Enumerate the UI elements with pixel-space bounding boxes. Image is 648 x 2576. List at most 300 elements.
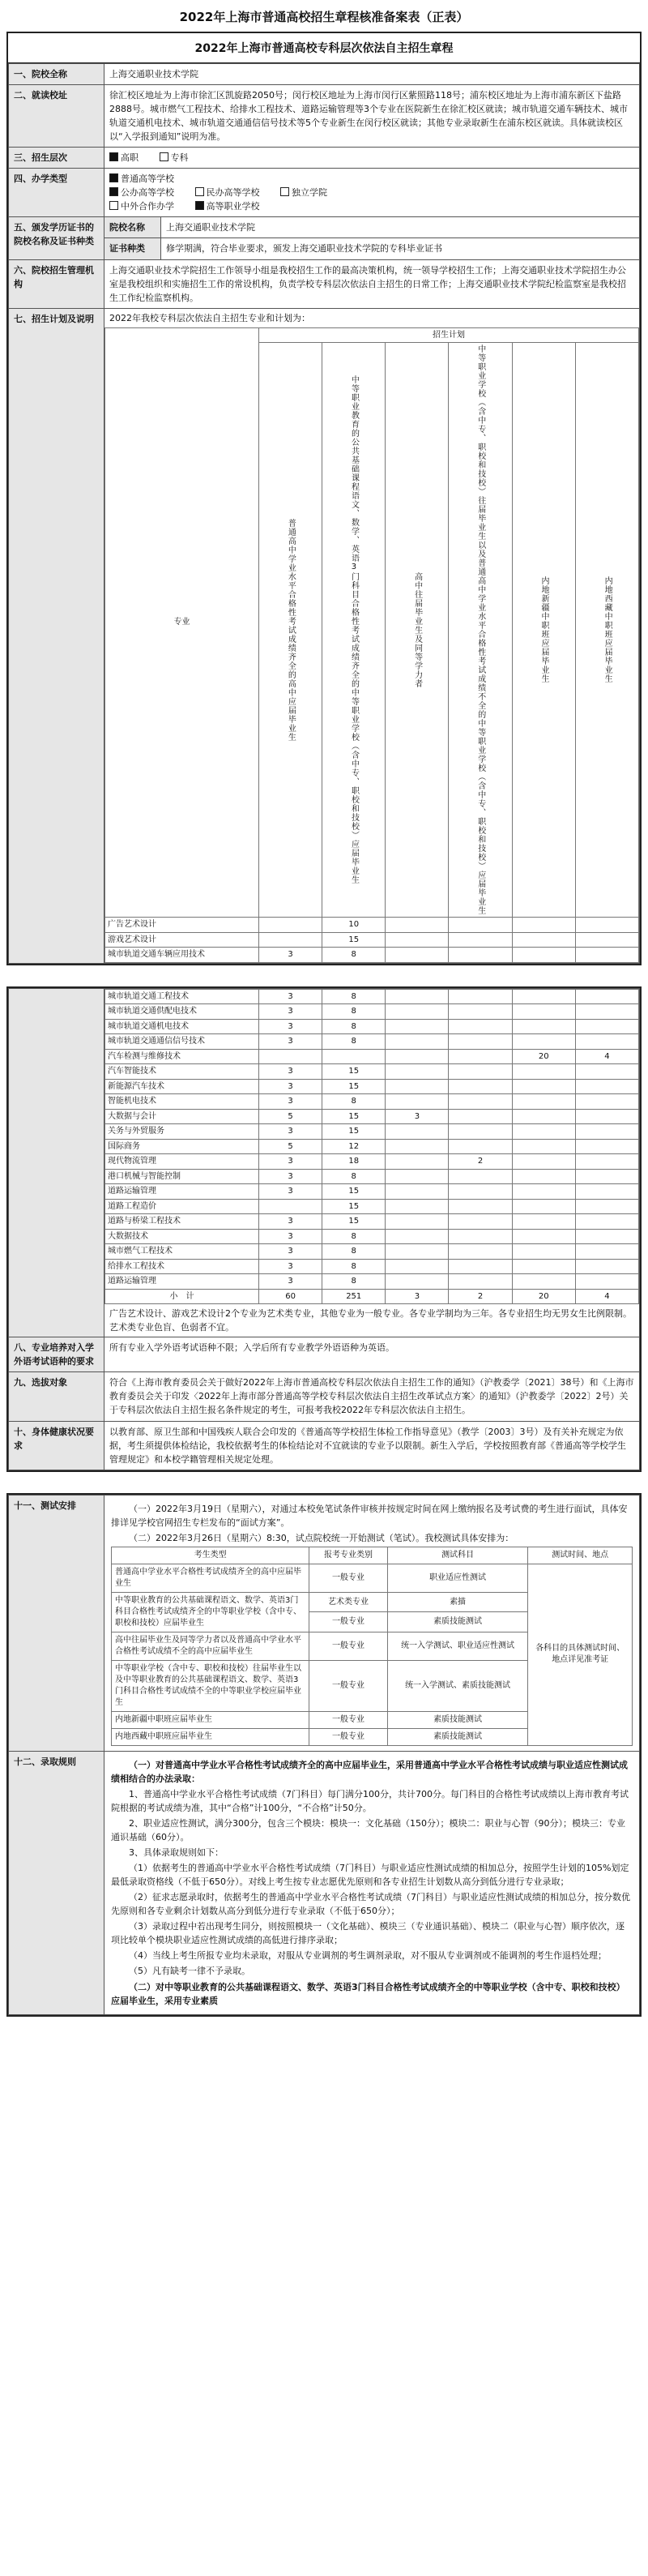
plan-count-c2: 8 [322, 1244, 386, 1260]
plan-count-c3 [386, 1094, 449, 1110]
plan-count-c2: 8 [322, 1259, 386, 1274]
plan-major-name: 国际商务 [105, 1139, 259, 1154]
plan-major-name: 道路运输管理 [105, 1184, 259, 1200]
plan-count-c6 [575, 1124, 638, 1140]
plan-major-name: 城市轨道交通工程技术 [105, 989, 259, 1004]
plan-count-c3: 3 [386, 1109, 449, 1124]
plan-major-name: 智能机电技术 [105, 1094, 259, 1110]
label-cert-kind: 证书种类 [104, 238, 161, 259]
plan-count-c5 [512, 1154, 575, 1170]
admit-para: （2）征求志愿录取时，依据考生的普通高中学业水平合格性考试成绩（7门科目）与职业适应性测试成绩的相加总分，按分数优先原则和各专业剩余计划数从高分到低分进行专业录取（不低于650分）； [111, 1892, 630, 1917]
test-row-type: 内地新疆中职班应届毕业生 [112, 1711, 309, 1728]
admit-para: 1、普通高中学业水平合格性考试成绩（7门科目）每门满分100分，共计700分。每门科目的合格性考试成绩以上海市教育考试院根据的考试成绩为准，其中“合格”计100分，“不合格”计50分。 [111, 1788, 629, 1813]
test-head-cat: 报考专业类别 [309, 1547, 387, 1564]
plan-count-c5 [512, 989, 575, 1004]
admit-para: （4）当线上考生所报专业均未录取，对服从专业调剂的考生调剂录取，对不服从专业调剂或不能调剂的考生作退档处理； [129, 1950, 607, 1962]
label-plan-cont [9, 988, 104, 1337]
plan-total-c2: 251 [322, 1289, 386, 1304]
plan-head-c3: 高中往届毕业生及同等学力者 [386, 343, 449, 918]
plan-count-c3 [386, 1124, 449, 1140]
plan-count-c4 [449, 1169, 512, 1184]
admit-para: （一）对普通高中学业水平合格性考试成绩齐全的高中应届毕业生，采用普通高中学业水平合格性考试成绩与职业适应性测试成绩相结合的办法录取： [111, 1759, 628, 1784]
plan-count-c5 [512, 1199, 575, 1214]
plan-row [105, 1079, 639, 1094]
plan-count-c3 [386, 1154, 449, 1170]
plan-count-c4 [449, 1019, 512, 1034]
plan-count-c5 [512, 1274, 575, 1290]
plan-table [104, 327, 639, 963]
test-row-content: 素质技能测试 [387, 1612, 528, 1632]
plan-count-c3 [386, 1004, 449, 1020]
plan-count-c5 [512, 1184, 575, 1200]
test-row-cat: 一般专业 [309, 1632, 387, 1660]
plan-count-c6 [575, 1259, 638, 1274]
value-org: 上海交通职业技术学院招生工作领导小组是我校招生工作的最高决策机构，统一领导学校招生工作；上海交通职业技术学院招生办公室是我校组织和实施招生工作的常设机构，负责学校专科层次依法自主招生的日常工作；上海交通职业技术学院纪检监察室是我校招生工作纪检监察机构。 [104, 259, 640, 308]
label-cert: 五、颁发学历证书的院校名称及证书种类 [9, 217, 104, 259]
plan-row [105, 918, 639, 933]
test-p1: （一）2022年3月19日（星期六），对通过本校免笔试条件审核并按规定时间在网上缴纳报名及考试费的考生进行面试，具体安排详见学校官网招生专栏发布的“面试方案”。 [111, 1503, 628, 1528]
plan-row [105, 1229, 639, 1244]
plan-count-c4 [449, 1064, 512, 1080]
sheet-title: 2022年上海市普通高校专科层次依法自主招生章程 [8, 33, 640, 63]
test-admit-sheet [6, 1493, 642, 2017]
plan-count-c4 [449, 989, 512, 1004]
plan-count-c1: 5 [259, 1109, 322, 1124]
plan-count-c5: 20 [512, 1049, 575, 1064]
test-row-type: 内地西藏中职班应届毕业生 [112, 1728, 309, 1745]
plan-count-c2: 15 [322, 1214, 386, 1230]
row-cert-name [9, 217, 640, 238]
value-cert-kind: 修学期满，符合毕业要求，颁发上海交通职业技术学院的专科毕业证书 [161, 238, 640, 259]
label-admit: 十二、录取规则 [9, 1751, 104, 2014]
test-row-type: 中等职业学校（含中专、职校和技校）往届毕业生以及中等职业教育的公共基础课程语文、数学、英语3门科目合格性考试成绩不全的中等职业学校应届毕业生 [112, 1660, 309, 1711]
continuation-table [8, 988, 640, 1470]
plan-row [105, 1064, 639, 1080]
admit-para: 2、职业适应性测试，满分300分，包含三个模块：模块一：文化基础（150分）；模块二：职业与心智（90分）；模块三：专业通识基础（60分）。 [111, 1818, 625, 1843]
plan-count-c4 [449, 1229, 512, 1244]
plan-head-c2: 中等职业教育的公共基础课程语文、数学、英语3门科目合格性考试成绩齐全的中等职业学校（含中专、职校和技校）应届毕业生 [322, 343, 386, 918]
label-target: 九、选拔对象 [9, 1372, 104, 1421]
row-plan [9, 308, 640, 963]
form-table [8, 63, 640, 964]
plan-major-name: 汽车检测与维修技术 [105, 1049, 259, 1064]
plan-total-c3: 3 [386, 1289, 449, 1304]
plan-count-c6 [575, 1139, 638, 1154]
label-plan: 七、招生计划及说明 [9, 308, 104, 963]
value-cert-school: 上海交通职业技术学院 [161, 217, 640, 238]
plan-total-c5: 20 [512, 1289, 575, 1304]
plan-count-c2: 8 [322, 1034, 386, 1050]
test-row-type: 普通高中学业水平合格性考试成绩齐全的高中应届毕业生 [112, 1564, 309, 1592]
value-test [104, 1495, 640, 1751]
label-health: 十、身体健康状况要求 [9, 1421, 104, 1470]
value-lang: 所有专业入学外语考试语种不限；入学后所有专业教学外语语种为英语。 [104, 1337, 640, 1372]
row-plan-cont [9, 988, 640, 1337]
plan-count-c1 [259, 918, 322, 933]
plan-count-c5 [512, 948, 575, 963]
test-row-content: 素质技能测试 [387, 1711, 528, 1728]
continuation-sheet [6, 986, 642, 1472]
test-row-content: 职业适应性测试 [387, 1564, 528, 1592]
plan-count-c2: 15 [322, 1109, 386, 1124]
plan-count-c4 [449, 1244, 512, 1260]
row-level [9, 148, 640, 169]
plan-major-name: 城市轨道交通供配电技术 [105, 1004, 259, 1020]
plan-row [105, 1169, 639, 1184]
plan-count-c5 [512, 1139, 575, 1154]
plan-count-c1: 3 [259, 1079, 322, 1094]
row-type [9, 169, 640, 217]
row-school-name [9, 64, 640, 85]
admit-para: （二）对中等职业教育的公共基础课程语文、数学、英语3门科目合格性考试成绩齐全的中等职业学校（含中专、职校和技校）应届毕业生，采用专业素质 [111, 1981, 625, 2006]
plan-count-c1 [259, 1199, 322, 1214]
plan-head-c6: 内地西藏中职班应届毕业生 [575, 343, 638, 918]
plan-major-name: 广告艺术设计 [105, 918, 259, 933]
plan-head-c5: 内地新疆中职班应届毕业生 [512, 343, 575, 918]
plan-count-c6 [575, 1004, 638, 1020]
plan-count-c3 [386, 1244, 449, 1260]
plan-count-c3 [386, 1274, 449, 1290]
plan-count-c5 [512, 1034, 575, 1050]
plan-count-c6 [575, 1064, 638, 1080]
plan-count-c1: 5 [259, 1139, 322, 1154]
plan-row [105, 1259, 639, 1274]
plan-count-c3 [386, 1139, 449, 1154]
plan-total-c1: 60 [259, 1289, 322, 1304]
plan-count-c4 [449, 1274, 512, 1290]
plan-count-c3 [386, 1034, 449, 1050]
plan-major-name: 关务与外贸服务 [105, 1124, 259, 1140]
plan-row [105, 1124, 639, 1140]
plan-head-c1: 普通高中学业水平合格性考试成绩齐全的高中应届毕业生 [259, 343, 322, 918]
plan-total-name: 小 计 [105, 1289, 259, 1304]
checkbox-empty-icon [195, 187, 204, 196]
plan-head-major: 专业 [105, 327, 259, 918]
label-cert-school: 院校名称 [104, 217, 161, 238]
plan-count-c4 [449, 1139, 512, 1154]
plan-count-c5 [512, 1124, 575, 1140]
plan-row [105, 1184, 639, 1200]
value-level [104, 148, 640, 169]
plan-count-c4: 2 [449, 1154, 512, 1170]
plan-table-cont [104, 989, 639, 1305]
plan-count-c6 [575, 1094, 638, 1110]
plan-count-c6 [575, 1214, 638, 1230]
plan-count-c6 [575, 1109, 638, 1124]
plan-count-c3 [386, 989, 449, 1004]
plan-count-c2: 15 [322, 1124, 386, 1140]
plan-total-row [105, 1289, 639, 1304]
plan-intro: 2022年我校专科层次依法自主招生专业和计划为： [109, 312, 310, 323]
plan-count-c1: 3 [259, 1034, 322, 1050]
plan-row [105, 1139, 639, 1154]
plan-count-c2: 15 [322, 932, 386, 948]
plan-count-c1: 3 [259, 948, 322, 963]
test-row-content: 统一入学测试、素质技能测试 [387, 1660, 528, 1711]
value-health: 以教育部、原卫生部和中国残疾人联合会印发的《普通高等学校招生体检工作指导意见》（教学〔2003〕3号）及有关补充规定为依据，考生须提供体检结论，我校依据考生的体检结论对不宜就读的专业予以限制。新生入学后，学校按照教育部《普通高等学校学生管理规定》和本校学籍管理相关规定处理。 [104, 1421, 640, 1470]
plan-count-c6 [575, 1169, 638, 1184]
plan-count-c1: 3 [259, 1064, 322, 1080]
plan-major-name: 港口机械与智能控制 [105, 1169, 259, 1184]
plan-count-c1 [259, 1049, 322, 1064]
plan-row [105, 1214, 639, 1230]
plan-count-c5 [512, 1094, 575, 1110]
plan-head-c4: 中等职业学校（含中专、职校和技校）往届毕业生以及普通高中学业水平合格性考试成绩不全的中等职业学校（含中专、职校和技校）应届毕业生 [449, 343, 512, 918]
plan-count-c2: 8 [322, 1274, 386, 1290]
plan-count-c1: 3 [259, 1259, 322, 1274]
admit-para: 3、具体录取规则如下： [129, 1847, 224, 1859]
admit-para: （3）录取过程中若出现考生同分，则按照模块一（文化基础）、模块三（专业通识基础）、模块二（职业与心智）顺序依次，逐项比较单个模块职业适应性测试成绩的高低进行排序录取； [111, 1921, 625, 1946]
test-head-place: 测试时间、地点 [528, 1547, 633, 1564]
value-type [104, 169, 640, 217]
plan-major-name: 道路运输管理 [105, 1274, 259, 1290]
plan-row [105, 1094, 639, 1110]
plan-count-c4 [449, 1214, 512, 1230]
test-head-type: 考生类型 [112, 1547, 309, 1564]
option-sino-foreign: 中外合作办学 [121, 201, 174, 212]
test-row-cat: 一般专业 [309, 1660, 387, 1711]
plan-row [105, 1244, 639, 1260]
plan-major-name: 城市燃气工程技术 [105, 1244, 259, 1260]
plan-count-c1: 3 [259, 1004, 322, 1020]
plan-major-name: 大数据与会计 [105, 1109, 259, 1124]
plan-count-c1: 3 [259, 1229, 322, 1244]
plan-count-c1: 3 [259, 1094, 322, 1110]
plan-count-c4 [449, 1199, 512, 1214]
plan-count-c6 [575, 1034, 638, 1050]
plan-count-c6 [575, 1154, 638, 1170]
plan-count-c2: 15 [322, 1079, 386, 1094]
plan-count-c1: 3 [259, 1214, 322, 1230]
plan-row [105, 1049, 639, 1064]
plan-count-c5 [512, 1229, 575, 1244]
plan-count-c4 [449, 1049, 512, 1064]
plan-count-c3 [386, 1169, 449, 1184]
test-row-type: 中等职业教育的公共基础课程语文、数学、英语3门科目合格性考试成绩齐全的中等职业学校（含中专、职校和技校）应届毕业生 [112, 1592, 309, 1632]
plan-count-c2: 15 [322, 1199, 386, 1214]
plan-count-c6 [575, 1229, 638, 1244]
row-test [9, 1495, 640, 1751]
plan-row [105, 1034, 639, 1050]
plan-count-c6 [575, 1184, 638, 1200]
plan-count-c5 [512, 1109, 575, 1124]
plan-row [105, 1109, 639, 1124]
plan-count-c6 [575, 918, 638, 933]
test-table [111, 1547, 633, 1746]
admit-para: （5）凡有缺考一律不予录取。 [129, 1966, 250, 1977]
option-private-school: 民办高等学校 [206, 187, 260, 199]
plan-count-c1 [259, 932, 322, 948]
plan-count-c1: 3 [259, 989, 322, 1004]
plan-row [105, 1274, 639, 1290]
test-row-content: 素描 [387, 1592, 528, 1612]
plan-count-c3 [386, 1214, 449, 1230]
label-type: 四、办学类型 [9, 169, 104, 217]
plan-row [105, 1004, 639, 1020]
plan-major-name: 城市轨道交通机电技术 [105, 1019, 259, 1034]
value-target: 符合《上海市教育委员会关于做好2022年上海市普通高校专科层次依法自主招生工作的通知》（沪教委学〔2021〕38号）和《上海市教育委员会关于印发〈2022年上海市部分普通高等学校专科层次依法自主招生改革试点方案〉的通知》（沪教委学〔2022〕2号）关于专科层次依法自主招生报名条件规定的考生，可报考我校2022年专科层次依法自主招生。 [104, 1372, 640, 1421]
checkbox-empty-icon [109, 201, 118, 210]
checkbox-checked-icon [195, 201, 204, 210]
plan-count-c2: 15 [322, 1064, 386, 1080]
plan-count-c6 [575, 948, 638, 963]
plan-row [105, 989, 639, 1004]
checkbox-empty-icon [160, 152, 168, 161]
row-target [9, 1372, 640, 1421]
option-public-school: 公办高等学校 [121, 187, 174, 199]
plan-count-c2: 8 [322, 948, 386, 963]
row-admit [9, 1751, 640, 2014]
plan-count-c1: 3 [259, 1169, 322, 1184]
registration-sheet [6, 32, 642, 965]
test-row-cat: 一般专业 [309, 1711, 387, 1728]
checkbox-checked-icon [109, 152, 118, 161]
plan-count-c2: 8 [322, 1019, 386, 1034]
plan-row [105, 1199, 639, 1214]
plan-count-c4 [449, 1094, 512, 1110]
plan-count-c1: 3 [259, 1154, 322, 1170]
plan-count-c4 [449, 932, 512, 948]
page-title: 2022年上海市普通高校招生章程核准备案表（正表） [179, 10, 469, 24]
plan-count-c1: 3 [259, 1019, 322, 1034]
plan-head-group: 招生计划 [259, 327, 639, 343]
option-zhuanke: 专科 [170, 152, 189, 164]
option-vocational-school: 高等职业学校 [206, 201, 260, 212]
plan-count-c2 [322, 1049, 386, 1064]
value-campus: 徐汇校区地址为上海市徐汇区凯旋路2050号；闵行校区地址为上海市闵行区紫照路118号；浦东校区地址为上海市浦东新区下盐路2888号。城市燃气工程技术、给排水工程技术、道路运输管理等3个专业在医院新生在徐汇校区就读；城市轨道交通车辆技术、城市轨道交通机电技术、城市轨道交通通信信号技术等5个专业新生在闵行校区就读；其他专业录取新生在浦东校区就读。具体就读校区以“入学报到通知”说明为准。 [104, 85, 640, 148]
plan-count-c5 [512, 1214, 575, 1230]
plan-count-c3 [386, 1184, 449, 1200]
test-row-type: 高中往届毕业生及同等学力者以及普通高中学业水平合格性考试成绩不全的高中应届毕业生 [112, 1632, 309, 1660]
plan-count-c5 [512, 1064, 575, 1080]
test-row-content: 素质技能测试 [387, 1728, 528, 1745]
plan-major-name: 城市轨道交通通信信号技术 [105, 1034, 259, 1050]
option-regular-school: 普通高等学校 [121, 173, 174, 185]
plan-count-c6 [575, 989, 638, 1004]
test-row-content: 统一入学测试、职业适应性测试 [387, 1632, 528, 1660]
plan-count-c6: 4 [575, 1049, 638, 1064]
label-lang: 八、专业培养对入学外语考试语种的要求 [9, 1337, 104, 1372]
row-health [9, 1421, 640, 1470]
label-level: 三、招生层次 [9, 148, 104, 169]
row-org [9, 259, 640, 308]
plan-major-name: 城市轨道交通车辆应用技术 [105, 948, 259, 963]
plan-count-c4 [449, 948, 512, 963]
plan-count-c4 [449, 1034, 512, 1050]
plan-count-c6 [575, 932, 638, 948]
plan-total-c6: 4 [575, 1289, 638, 1304]
plan-count-c5 [512, 1259, 575, 1274]
plan-count-c2: 12 [322, 1139, 386, 1154]
plan-count-c4 [449, 1259, 512, 1274]
plan-count-c3 [386, 948, 449, 963]
checkbox-checked-icon [109, 187, 118, 196]
label-school-name: 一、院校全称 [9, 64, 104, 85]
plan-count-c6 [575, 1019, 638, 1034]
plan-count-c3 [386, 1259, 449, 1274]
test-head-content: 测试科目 [387, 1547, 528, 1564]
plan-count-c5 [512, 1079, 575, 1094]
plan-count-c2: 8 [322, 1004, 386, 1020]
plan-total-c4: 2 [449, 1289, 512, 1304]
plan-count-c3 [386, 1199, 449, 1214]
plan-major-name: 新能源汽车技术 [105, 1079, 259, 1094]
plan-major-name: 现代物流管理 [105, 1154, 259, 1170]
label-test: 十一、测试安排 [9, 1495, 104, 1751]
test-place-note: 各科目的具体测试时间、地点详见准考证 [528, 1564, 633, 1745]
plan-count-c5 [512, 1004, 575, 1020]
plan-count-c6 [575, 1079, 638, 1094]
plan-count-c5 [512, 1169, 575, 1184]
plan-count-c3 [386, 1079, 449, 1094]
plan-row [105, 1154, 639, 1170]
plan-count-c3 [386, 1049, 449, 1064]
value-school-name: 上海交通职业技术学院 [104, 64, 640, 85]
row-lang [9, 1337, 640, 1372]
plan-count-c2: 8 [322, 1169, 386, 1184]
plan-count-c5 [512, 1244, 575, 1260]
plan-note: 广告艺术设计、游戏艺术设计2个专业为艺术类专业，其他专业为一般专业。各专业学制均为三年。各专业招生均无男女生比例限制。艺术类专业色盲、色弱者不宜。 [109, 1308, 632, 1333]
plan-count-c4 [449, 1109, 512, 1124]
test-p2: （二）2022年3月26日（星期六）8:30，试点院校统一开始测试（笔试）。我校测试具体安排为： [129, 1532, 514, 1543]
test-row-cat: 艺术类专业 [309, 1592, 387, 1612]
plan-count-c4 [449, 918, 512, 933]
plan-count-c2: 18 [322, 1154, 386, 1170]
value-admit [104, 1751, 640, 2014]
plan-count-c6 [575, 1244, 638, 1260]
plan-count-c4 [449, 1004, 512, 1020]
plan-row [105, 1019, 639, 1034]
plan-major-name: 汽车智能技术 [105, 1064, 259, 1080]
plan-count-c3 [386, 1229, 449, 1244]
test-row-cat: 一般专业 [309, 1612, 387, 1632]
plan-count-c2: 15 [322, 1184, 386, 1200]
plan-cont-cell [104, 988, 640, 1337]
plan-count-c4 [449, 1124, 512, 1140]
plan-count-c2: 8 [322, 1229, 386, 1244]
plan-count-c5 [512, 918, 575, 933]
plan-count-c1: 3 [259, 1124, 322, 1140]
plan-count-c4 [449, 1184, 512, 1200]
plan-count-c3 [386, 1064, 449, 1080]
plan-count-c2: 8 [322, 1094, 386, 1110]
admit-para: （1）依据考生的普通高中学业水平合格性考试成绩（7门科目）与职业适应性测试成绩的相加总分，按照学生计划的105%划定最低录取资格线（不低于650分）。对线上考生按专业志愿优先原则和各专业招生计划数从高分到低分进行专业录取； [111, 1863, 629, 1888]
plan-row [105, 948, 639, 963]
plan-major-name: 游戏艺术设计 [105, 932, 259, 948]
plan-count-c1: 3 [259, 1244, 322, 1260]
plan-count-c5 [512, 1019, 575, 1034]
test-row-cat: 一般专业 [309, 1728, 387, 1745]
row-campus [9, 85, 640, 148]
option-gaozhi: 高职 [121, 152, 139, 164]
plan-count-c3 [386, 932, 449, 948]
plan-count-c5 [512, 932, 575, 948]
plan-major-name: 大数据技术 [105, 1229, 259, 1244]
plan-count-c4 [449, 1079, 512, 1094]
checkbox-empty-icon [280, 187, 289, 196]
test-row-cat: 一般专业 [309, 1564, 387, 1592]
plan-count-c1: 3 [259, 1184, 322, 1200]
plan-count-c6 [575, 1274, 638, 1290]
plan-cell [104, 308, 640, 963]
plan-major-name: 道路与桥梁工程技术 [105, 1214, 259, 1230]
label-campus: 二、就读校址 [9, 85, 104, 148]
plan-major-name: 给排水工程技术 [105, 1259, 259, 1274]
plan-count-c2: 10 [322, 918, 386, 933]
plan-count-c2: 8 [322, 989, 386, 1004]
plan-count-c3 [386, 1019, 449, 1034]
plan-count-c3 [386, 918, 449, 933]
